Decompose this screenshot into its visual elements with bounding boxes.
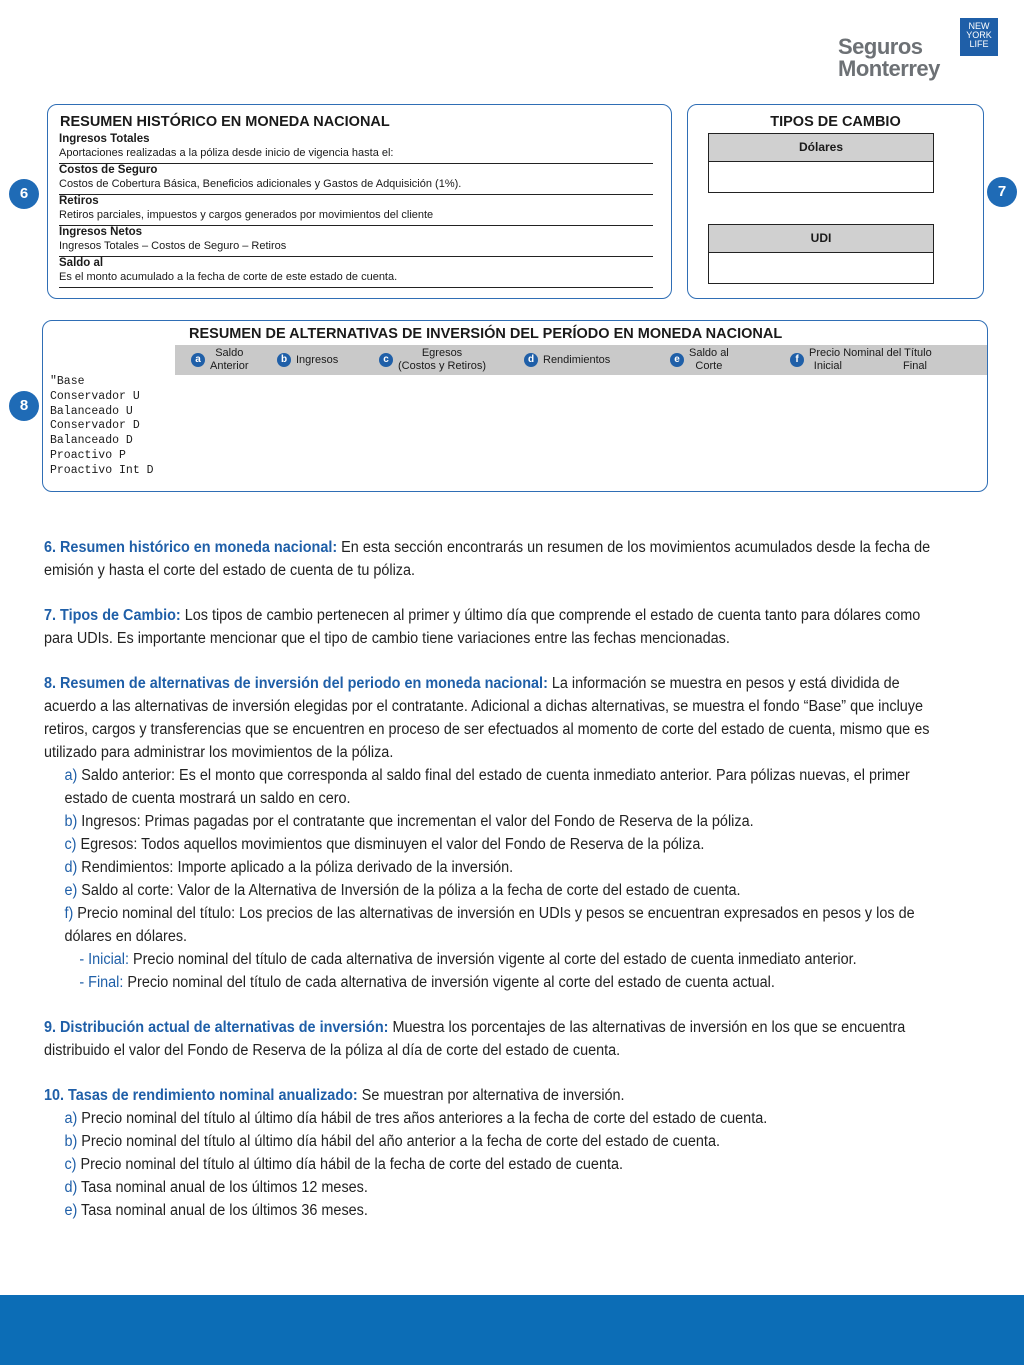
- item-text: Tasa nominal anual de los últimos 12 meses.: [77, 1179, 368, 1196]
- list-item: [64, 1107, 932, 1130]
- logo-wordmark: [838, 36, 940, 80]
- item-letter: - Final:: [79, 974, 124, 991]
- col-label: (Costos y Retiros): [398, 360, 487, 372]
- item-letter: a): [64, 1110, 78, 1127]
- letter-a-icon: a: [191, 353, 205, 367]
- list-item: [64, 1130, 932, 1153]
- alternativas-title: RESUMEN DE ALTERNATIVAS DE INVERSIÓN DEL PERÍODO EN MONEDA NACIONAL: [189, 326, 783, 342]
- new-york-life-badge: NEW YORK LIFE: [960, 18, 998, 56]
- item-letter: b): [64, 813, 78, 830]
- col-label: Anterior: [210, 360, 249, 372]
- letter-c-icon: c: [379, 353, 393, 367]
- list-item: [64, 1176, 932, 1199]
- item-letter: a): [64, 767, 78, 784]
- row-desc: Es el monto acumulado a la fecha de corte de este estado de cuenta.: [59, 271, 398, 283]
- fund-item: Balanceado U: [50, 404, 133, 418]
- item-text: Ingresos: Primas pagadas por el contratante que incrementan el valor del Fondo de Reserva de la póliza.: [77, 813, 754, 830]
- col-label: Inicial Final: [813, 360, 927, 372]
- col-rendimientos: [524, 353, 610, 367]
- fund-item: "Base: [50, 375, 85, 388]
- footer-bar: [0, 1295, 1024, 1365]
- item-letter: f): [64, 905, 74, 922]
- col-label: Egresos: [421, 347, 463, 359]
- list-item: [79, 971, 932, 994]
- historico-row: [59, 163, 653, 195]
- item-letter: c): [64, 1156, 77, 1173]
- sub-list: [64, 948, 932, 994]
- section-body: Se muestran por alternativa de inversión.: [357, 1087, 625, 1104]
- item-text: Precio nominal del título al último día hábil del año anterior a la fecha de corte del estado de cuenta.: [77, 1133, 720, 1150]
- marker-7: 7: [987, 177, 1017, 207]
- row-desc: Ingresos Totales – Costos de Seguro – Retiros: [59, 240, 287, 252]
- item-letter: d): [64, 1179, 78, 1196]
- section-body: En esta sección encontrarás un resumen de los movimientos acumulados desde la fecha de emisión y hasta el corte del estado de cuenta de tu póliza.: [44, 539, 931, 579]
- list-item: [64, 810, 932, 833]
- row-title: Ingresos Totales: [59, 133, 150, 145]
- list-item: [64, 879, 932, 902]
- row-desc: Costos de Cobertura Básica, Beneficios adicionales y Gastos de Adquisición (1%).: [59, 178, 462, 190]
- section-7: [44, 604, 932, 650]
- item-text: Precio nominal del título de cada alternativa de inversión vigente al corte del estado de cuenta inmediato anterior.: [129, 951, 857, 968]
- col-label: Ingresos: [296, 353, 339, 366]
- list-item: [64, 1199, 932, 1222]
- item-letter: d): [64, 859, 78, 876]
- fund-item: Balanceado D: [50, 434, 133, 448]
- fund-list: [50, 375, 154, 479]
- item-text: Rendimientos: Importe aplicado a la póliza derivado de la inversión.: [77, 859, 514, 876]
- item-text: Precio nominal del título al último día hábil de la fecha de corte del estado de cuenta.: [76, 1156, 623, 1173]
- section-body: Los tipos de cambio pertenecen al primer y último día que comprende el estado de cuenta tanto para dólares como para UDIs. Es importante mencionar que el tipo de cambio tiene variaciones entre las fechas mencionadas.: [44, 607, 921, 647]
- item-letter: - Inicial:: [79, 951, 130, 968]
- historico-row: [59, 225, 653, 257]
- item-text: Tasa nominal anual de los últimos 36 meses.: [77, 1202, 368, 1219]
- row-desc: Retiros parciales, impuestos y cargos generados por movimientos del cliente: [59, 209, 434, 221]
- col-label: Rendimientos: [543, 353, 611, 366]
- fund-item: Conservador D: [50, 419, 140, 433]
- item-letter: c): [64, 836, 77, 853]
- section-heading: 7. Tipos de Cambio:: [44, 607, 181, 624]
- marker-6: 6: [9, 179, 39, 209]
- resumen-alternativas-box: [42, 320, 988, 492]
- col-label: Saldo al: [689, 347, 729, 359]
- item-text: Saldo al corte: Valor de la Alternativa de Inversión de la póliza a la fecha de corte del estado de cuenta.: [77, 882, 741, 899]
- row-title: Ingresos Netos: [59, 226, 143, 238]
- item-letter: e): [64, 882, 78, 899]
- item-text: Precio nominal del título al último día hábil de tres años anteriores a la fecha de corte del estado de cuenta.: [77, 1110, 768, 1127]
- letter-d-icon: d: [524, 353, 538, 367]
- marker-8: 8: [9, 391, 39, 421]
- item-text: Precio nominal del título: Los precios de las alternativas de inversión en UDIs y pesos se encuentran expresados en pesos y los de dólares en dólares.: [64, 905, 915, 945]
- list-item: [64, 1153, 932, 1176]
- section-10-items: [44, 1107, 932, 1222]
- col-label: Precio Nominal del Título: [809, 347, 932, 359]
- dolares-value-cell: [708, 162, 934, 193]
- col-saldo-anterior: [191, 347, 249, 373]
- section-heading: 6. Resumen histórico en moneda nacional:: [44, 539, 338, 556]
- section-8-items: [44, 764, 932, 994]
- section-body: La información se muestra en pesos y está dividida de acuerdo a las alternativas de inversión elegidas por el contratante. Adicional a dichas alternativas, se muestra el fondo “Base” que incluye retiros, cargos y transferencias que se encuentren en proceso de ser efectuados al momento de corte del estado de cuenta, mismo que es utilizado para administrar los movimientos de la póliza.: [44, 675, 930, 761]
- row-title: Retiros: [59, 195, 99, 207]
- list-item: [79, 948, 932, 971]
- section-heading: 9. Distribución actual de alternativas de inversión:: [44, 1019, 389, 1036]
- fund-item: Proactivo P: [50, 448, 126, 462]
- alternativas-header-bar: [175, 345, 987, 375]
- tipos-title: TIPOS DE CAMBIO: [770, 114, 901, 130]
- dolares-header: Dólares: [708, 133, 934, 162]
- historico-row: [59, 132, 653, 164]
- tipos-de-cambio-box: [687, 104, 984, 299]
- section-8: [44, 672, 932, 764]
- item-letter: b): [64, 1133, 78, 1150]
- resumen-historico-box: [47, 104, 672, 299]
- section-9: [44, 1016, 932, 1062]
- seguros-monterrey-logo: [838, 18, 998, 88]
- historico-title: RESUMEN HISTÓRICO EN MONEDA NACIONAL: [60, 114, 390, 130]
- letter-f-icon: f: [790, 353, 804, 367]
- list-item: [64, 902, 932, 948]
- section-10: [44, 1084, 932, 1107]
- logo-line-1: Seguros: [838, 34, 923, 59]
- item-text: Egresos: Todos aquellos movimientos que disminuyen el valor del Fondo de Reserva de la póliza.: [76, 836, 705, 853]
- item-letter: e): [64, 1202, 78, 1219]
- logo-line-2: Monterrey: [838, 56, 940, 81]
- udi-value-cell: [708, 253, 934, 284]
- explanatory-text: [44, 536, 932, 1222]
- col-ingresos: [277, 353, 338, 367]
- list-item: [64, 764, 932, 810]
- row-title: Costos de Seguro: [59, 164, 158, 176]
- fund-item: Conservador U: [50, 389, 140, 403]
- row-desc: Aportaciones realizadas a la póliza desde inicio de vigencia hasta el:: [59, 147, 394, 159]
- section-body: Muestra los porcentajes de las alternativas de inversión en los que se encuentra distribuido el valor del Fondo de Reserva de la póliza al día de corte del estado de cuenta.: [44, 1019, 906, 1059]
- item-text: Precio nominal del título de cada alternativa de inversión vigente al corte del estado de cuenta actual.: [123, 974, 775, 991]
- section-heading: 8. Resumen de alternativas de inversión del periodo en moneda nacional:: [44, 675, 548, 692]
- section-6: [44, 536, 932, 582]
- col-saldo-al-corte: [670, 347, 729, 373]
- letter-b-icon: b: [277, 353, 291, 367]
- item-text: Saldo anterior: Es el monto que corresponda al saldo final del estado de cuenta inmediato anterior. Para pólizas nuevas, el primer estado de cuenta mostrará un saldo en cero.: [64, 767, 910, 807]
- section-heading: 10. Tasas de rendimiento nominal anualizado:: [44, 1087, 358, 1104]
- fund-item: Proactivo Int D: [50, 463, 154, 477]
- list-item: [64, 856, 932, 879]
- col-egresos: [379, 347, 486, 373]
- historico-row: [59, 256, 653, 288]
- letter-e-icon: e: [670, 353, 684, 367]
- col-label: Corte: [695, 360, 723, 372]
- col-precio-nominal: [790, 347, 932, 373]
- list-item: [64, 833, 932, 856]
- col-label: Saldo: [215, 347, 244, 359]
- row-title: Saldo al: [59, 257, 104, 269]
- udi-header: UDI: [708, 224, 934, 253]
- historico-row: [59, 194, 653, 226]
